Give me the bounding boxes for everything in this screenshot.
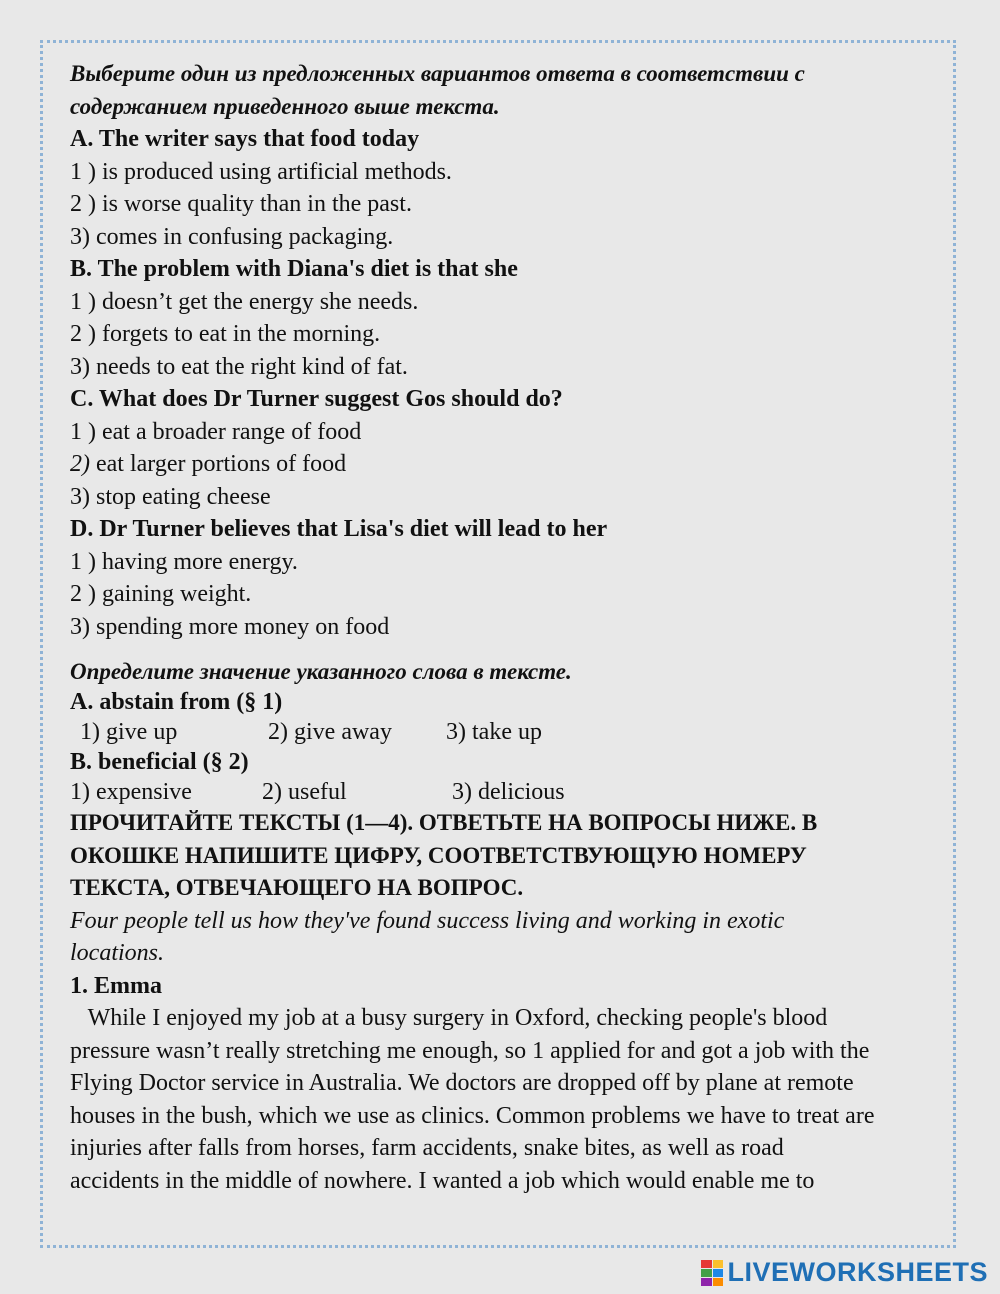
question-a-option-3[interactable]: 3) comes in confusing packaging. — [70, 223, 394, 250]
liveworksheets-logo — [701, 1257, 988, 1288]
question-b-option-3[interactable]: 3) needs to eat the right kind of fat. — [70, 353, 408, 380]
reading-heading-line-2: ОКОШКЕ НАПИШИТЕ ЦИФРУ, СООТВЕТСТВУЮЩУЮ НОМЕРУ — [70, 842, 807, 868]
question-a-option-1[interactable]: 1 ) is produced using artificial methods. — [70, 158, 452, 185]
instruction-2: Определите значение указанного слова в тексте. — [70, 659, 572, 684]
question-b-option-1[interactable]: 1 ) doesn’t get the energy she needs. — [70, 288, 419, 315]
vocab-b-options — [70, 777, 950, 807]
text-line-2: pressure wasn’t really stretching me enough, so 1 applied for and got a job with the — [70, 1037, 870, 1064]
vocab-a-prompt: A. abstain from (§ 1) — [70, 689, 283, 715]
vocab-a-option-2[interactable]: 2) give away — [268, 719, 392, 745]
question-c-prompt: C. What does Dr Turner suggest Gos should do? — [70, 386, 563, 412]
vocab-b-prompt: B. beneficial (§ 2) — [70, 749, 249, 775]
question-d-option-3[interactable]: 3) spending more money on food — [70, 613, 390, 640]
vocab-a-option-1[interactable]: 1) give up — [80, 719, 178, 745]
reading-heading-line-3: ТЕКСТА, ОТВЕЧАЮЩЕГО НА ВОПРОС. — [70, 875, 524, 900]
reading-intro-line-1: Four people tell us how they've found success living and working in exotic — [70, 907, 785, 934]
vocab-b-option-1[interactable]: 1) expensive — [70, 779, 192, 805]
question-d-option-2[interactable]: 2 ) gaining weight. — [70, 581, 252, 607]
text-line-3: Flying Doctor service in Australia. We doctors are dropped off by plane at remote — [70, 1070, 854, 1096]
instruction-1-cont: содержанием приведенного выше текста. — [70, 93, 500, 119]
question-c-option-3[interactable]: 3) stop eating cheese — [70, 483, 271, 510]
person-title: 1. Emma — [70, 972, 162, 999]
text-line-1: While I enjoyed my job at a busy surgery in Oxford, checking people's blood — [70, 1005, 828, 1031]
vocab-a-options — [70, 717, 950, 747]
vocab-a-option-3[interactable]: 3) take up — [446, 719, 542, 745]
text-line-6: accidents in the middle of nowhere. I wanted a job which would enable me to — [70, 1167, 815, 1194]
question-b-option-2[interactable]: 2 ) forgets to eat in the morning. — [70, 321, 381, 347]
question-d-prompt: D. Dr Turner believes that Lisa's diet will lead to her — [70, 516, 608, 542]
question-c-option-2-number: 2) — [70, 451, 90, 477]
vocab-b-option-2[interactable]: 2) useful — [262, 779, 347, 805]
question-c-option-2-text: eat larger portions of food — [96, 451, 347, 477]
reading-intro-line-2: locations. — [70, 940, 164, 966]
reading-heading-line-1: ПРОЧИТАЙТЕ ТЕКСТЫ (1—4). ОТВЕТЬТЕ НА ВОПРОСЫ НИЖЕ. В — [70, 810, 818, 835]
logo-text: LIVEWORKSHEETS — [727, 1257, 988, 1287]
question-c-option-1[interactable]: 1 ) eat a broader range of food — [70, 418, 362, 445]
question-b-prompt: B. The problem with Diana's diet is that she — [70, 256, 518, 282]
question-a-prompt: A. The writer says that food today — [70, 126, 420, 152]
liveworksheets-logo-icon — [701, 1260, 723, 1286]
question-c-option-2[interactable] — [70, 448, 950, 481]
question-d-option-1[interactable]: 1 ) having more energy. — [70, 548, 298, 575]
worksheet-content — [70, 58, 950, 1197]
text-line-4: houses in the bush, which we use as clinics. Common problems we have to treat are — [70, 1102, 875, 1129]
question-a-option-2[interactable]: 2 ) is worse quality than in the past. — [70, 191, 412, 217]
vocab-b-option-3[interactable]: 3) delicious — [452, 779, 565, 805]
instruction-1: Выберите один из предложенных вариантов ответа в соответствии с — [70, 61, 805, 86]
text-line-5: injuries after falls from horses, farm accidents, snake bites, as well as road — [70, 1135, 784, 1161]
